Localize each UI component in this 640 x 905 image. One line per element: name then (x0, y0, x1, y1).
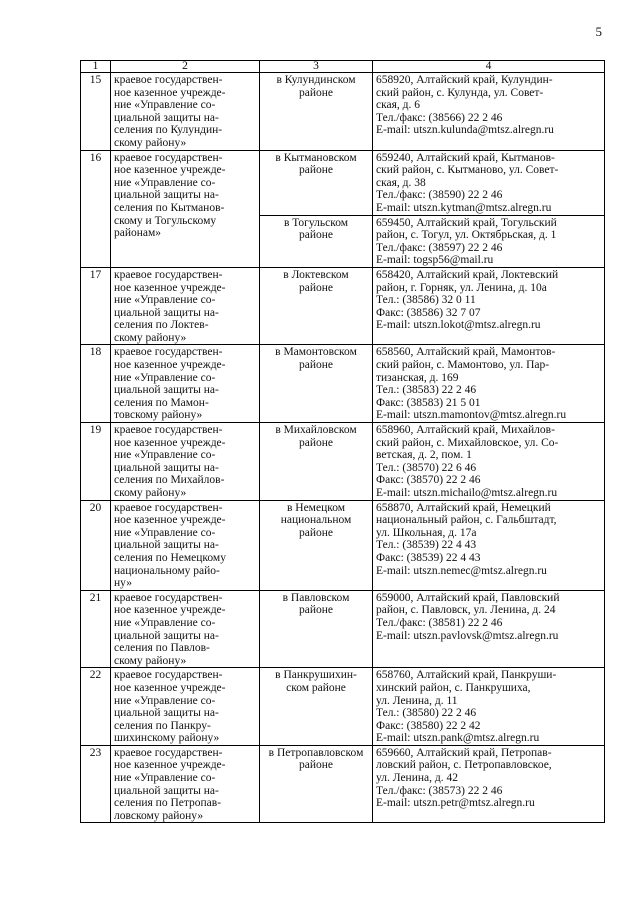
contact-info: 658760, Алтайский край, Панкруши- хинский район, с. Панкрушиха, ул. Ленина, д. 11 Тел.: (38580) 22 2 46 Факс: (38580) 22 2 42 E-mail: utszn.pank@mtsz.alregn.ru (373, 668, 605, 746)
organization-name: краевое государствен- ное казенное учрежде- ние «Управление со- циальной защиты на- селения по Мамон- товскому району» (111, 345, 260, 423)
organization-name: краевое государствен- ное казенное учрежде- ние «Управление со- циальной защиты на- селения по Михайлов- скому району» (111, 423, 260, 501)
row-number: 22 (81, 668, 111, 746)
header-col-1: 1 (81, 61, 111, 73)
offices-table (80, 60, 605, 823)
contact-info: 659660, Алтайский край, Петропав- ловский район, с. Петропавловское, ул. Ленина, д. 42 Тел./факс: (38573) 22 2 46 E-mail: utszn.petr@mtsz.alregn.ru (373, 745, 605, 823)
table-row (81, 345, 605, 423)
district-name: в Тогульском районе (260, 215, 373, 267)
organization-name: краевое государствен- ное казенное учрежде- ние «Управление со- циальной защиты на- селения по Кулундин- скому району» (111, 73, 260, 151)
table-row (81, 73, 605, 151)
district-name: в Кытмановском районе (260, 150, 373, 215)
organization-name: краевое государствен- ное казенное учрежде- ние «Управление со- циальной защиты на- селения по Петропав- ловскому району» (111, 745, 260, 823)
district-name: в Немецком национальном районе (260, 500, 373, 590)
district-name: в Михайловском районе (260, 423, 373, 501)
header-col-2: 2 (111, 61, 260, 73)
row-number: 16 (81, 150, 111, 267)
row-number: 23 (81, 745, 111, 823)
district-name: в Локтевском районе (260, 267, 373, 345)
contact-info: 659450, Алтайский край, Тогульский район, с. Тогул, ул. Октябрьская, д. 1 Тел./факс: (38597) 22 2 46 E-mail: togsp56@mail.ru (373, 215, 605, 267)
organization-name: краевое государствен- ное казенное учрежде- ние «Управление со- циальной защиты на- селения по Немецкому национальному райо- ну» (111, 500, 260, 590)
table-row (81, 267, 605, 345)
row-number: 20 (81, 500, 111, 590)
contact-info: 658420, Алтайский край, Локтевский район, г. Горняк, ул. Ленина, д. 10а Тел.: (38586) 32 0 11 Факс: (38586) 32 7 07 E-mail: utszn.lokot@mtsz.alregn.ru (373, 267, 605, 345)
table-row (81, 500, 605, 590)
contact-info: 659240, Алтайский край, Кытманов- ский район, с. Кытманово, ул. Совет- ская, д. 38 Тел./факс: (38590) 22 2 46 E-mail: utszn.kytman@mtsz.alregn.ru (373, 150, 605, 215)
organization-name: краевое государствен- ное казенное учрежде- ние «Управление со- циальной защиты на- селения по Кытманов- скому и Тогульскому районам» (111, 150, 260, 267)
table-body (81, 73, 605, 823)
row-number: 18 (81, 345, 111, 423)
district-name: в Павловском районе (260, 590, 373, 668)
organization-name: краевое государствен- ное казенное учрежде- ние «Управление со- циальной защиты на- селения по Павлов- скому району» (111, 590, 260, 668)
row-number: 21 (81, 590, 111, 668)
contact-info: 658870, Алтайский край, Немецкий национальный район, с. Гальбштадт, ул. Школьная, д. 17а Тел.: (38539) 22 4 43 Факс: (38539) 22 4 43 E-mail: utszn.nemec@mtsz.alregn.ru (373, 500, 605, 590)
page-number: 5 (595, 24, 602, 39)
organization-name: краевое государствен- ное казенное учрежде- ние «Управление со- циальной защиты на- селения по Панкру- шихинскому району» (111, 668, 260, 746)
table-row (81, 150, 605, 215)
organization-name: краевое государствен- ное казенное учрежде- ние «Управление со- циальной защиты на- селения по Локтев- скому району» (111, 267, 260, 345)
table-row (81, 590, 605, 668)
row-number: 17 (81, 267, 111, 345)
row-number: 19 (81, 423, 111, 501)
table-row (81, 668, 605, 746)
header-col-3: 3 (260, 61, 373, 73)
table-row (81, 745, 605, 823)
contact-info: 658920, Алтайский край, Кулундин- ский район, с. Кулунда, ул. Совет- ская, д. 6 Тел./факс: (38566) 22 2 46 E-mail: utszn.kulunda@mtsz.alregn.ru (373, 73, 605, 151)
contact-info: 658960, Алтайский край, Михайлов- ский район, с. Михайловское, ул. Со- ветская, д. 2, пом. 1 Тел.: (38570) 22 6 46 Факс: (38570) 22 2 46 E-mail: utszn.michailo@mtsz.alregn.ru (373, 423, 605, 501)
district-name: в Кулундинском районе (260, 73, 373, 151)
table-header-row (81, 61, 605, 73)
contact-info: 659000, Алтайский край, Павловский район, с. Павловск, ул. Ленина, д. 24 Тел./факс: (38581) 22 2 46 E-mail: utszn.pavlovsk@mtsz.alregn.ru (373, 590, 605, 668)
row-number: 15 (81, 73, 111, 151)
district-name: в Панкрушихин- ском районе (260, 668, 373, 746)
header-col-4: 4 (373, 61, 605, 73)
district-name: в Мамонтовском районе (260, 345, 373, 423)
district-name: в Петропавловском районе (260, 745, 373, 823)
table-row (81, 423, 605, 501)
contact-info: 658560, Алтайский край, Мамонтов- ский район, с. Мамонтово, ул. Пар- тизанская, д. 169 Тел.: (38583) 22 2 46 Факс: (38583) 21 5 01 E-mail: utszn.mamontov@mtsz.alregn.ru (373, 345, 605, 423)
